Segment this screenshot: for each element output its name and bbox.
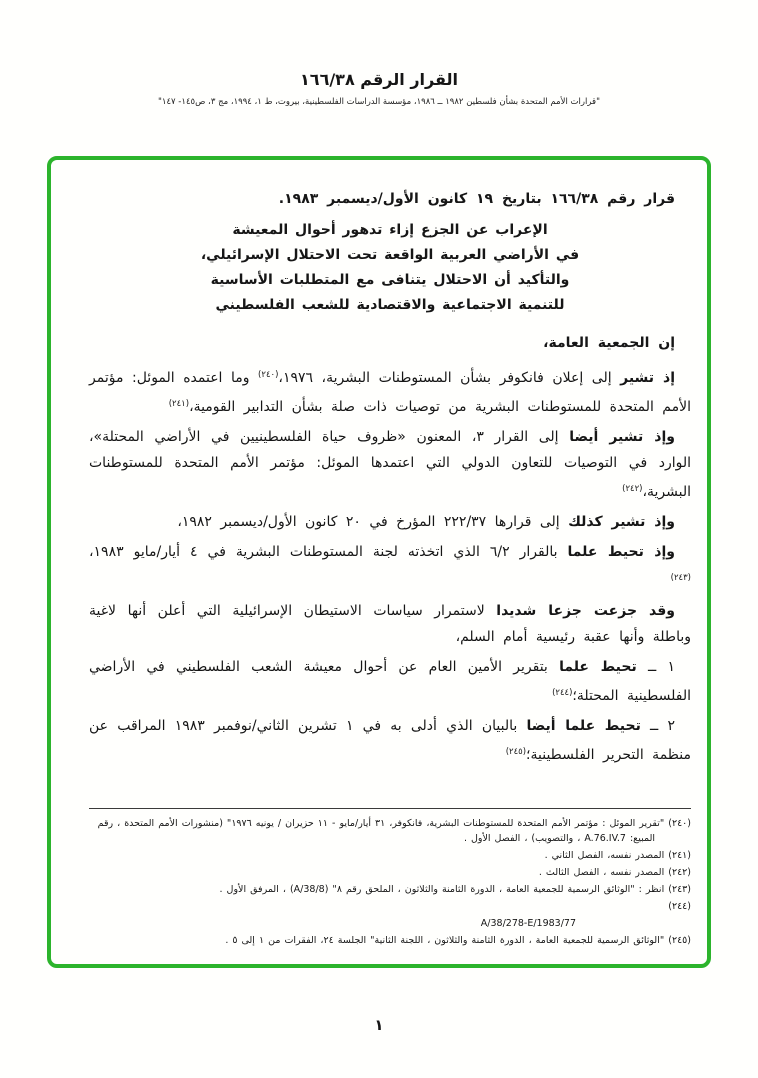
document-header — [0, 70, 758, 107]
page-title: القرار الرقم ١٦٦/٣٨ — [300, 70, 458, 89]
salutation: إن الجمعية العامة، — [543, 335, 675, 351]
footnote-marker: (٢٤٤) — [668, 901, 691, 912]
footnote — [89, 848, 691, 863]
paragraph-lead: وإذ تشير كذلك — [568, 514, 675, 530]
footnote-marker: (٢٤١) — [668, 850, 691, 861]
footnote — [89, 882, 691, 897]
footnote-rule — [89, 808, 691, 809]
footnote-text: "تقرير الموئل : مؤتمر الأمم المتحدة للمستوطنات البشرية، فانكوفر، ٣١ أيار/مايو - ١١ حزيران / يونيه ١٩٧٦" (منشورات الأمم المتحدة ، رقم المبيع: A.76.IV.7 ، والتصويب) ، الفصل الأول . — [97, 818, 665, 844]
paragraph-lead: تحيط علما أيضا — [526, 718, 641, 734]
footnote — [89, 933, 691, 948]
resolution-body — [89, 186, 691, 772]
paragraph-lead: وإذ تشير أيضا — [569, 429, 675, 445]
subject-line: في الأراضي العربية الواقعة تحت الاحتلال الإسرائيلي، — [200, 247, 580, 263]
footnote-marker: (٢٤٠) — [668, 818, 691, 829]
paragraph-text: إلى إعلان فانكوفر بشأن المستوطنات البشرية، ١٩٧٦، — [278, 370, 621, 386]
paragraph-text: بتقرير الأمين العام عن أحوال معيشة الشعب الفلسطيني في الأراضي الفلسطينية المحتلة؛ — [89, 659, 691, 704]
footnotes-section — [89, 808, 691, 950]
footnote-marker: (٢٤٥) — [668, 935, 691, 946]
resolution-paragraph — [89, 362, 691, 420]
paragraph-text: لاستمرار سياسات الاستيطان الإسرائيلية التي أعلن أنها لاغية وباطلة وأنها عقبة رئيسية أمام السلم، — [89, 603, 691, 645]
paragraph-lead: وإذ تحيط علما — [567, 544, 675, 560]
paragraph-text: بالقرار ٦/٢ الذي اتخذته لجنة المستوطنات البشرية في ٤ أيار/مايو ١٩٨٣، — [89, 544, 568, 560]
footnote-ref: (٢٤٠) — [258, 370, 279, 380]
resolution-heading: قرار رقم ١٦٦/٣٨ بتاريخ ١٩ كانون الأول/ديسمبر ١٩٨٣. — [278, 191, 675, 207]
subject-line: للتنمية الاجتماعية والاقتصادية للشعب الفلسطيني — [215, 297, 565, 313]
footnote-marker: (٢٤٣) — [668, 884, 691, 895]
resolution-paragraph — [89, 509, 691, 535]
footnote — [89, 816, 691, 846]
item-number: ٢ ــ — [640, 718, 675, 734]
footnote-text: المصدر نفسه، الفصل الثاني . — [544, 850, 665, 861]
footnote-text: انظر : "الوثائق الرسمية للجمعية العامة ، الدورة الثامنة والثلاثون ، الملحق رقم ٨" (A/38/8) ، المرفق الأول . — [219, 884, 665, 895]
footnote-ref: (٢٤٣) — [670, 573, 691, 583]
footnote-ref: (٢٤٤) — [552, 688, 573, 698]
resolution-paragraph — [89, 598, 691, 650]
paragraph-text: إلى قرارها ٢٢٢/٣٧ المؤرخ في ٢٠ كانون الأول/ديسمبر ١٩٨٢، — [177, 514, 569, 530]
resolution-subject — [89, 218, 691, 318]
footnote-text: المصدر نفسه ، الفصل الثالث . — [538, 867, 665, 878]
paragraph-text: بالبيان الذي أدلى به في ١ تشرين الثاني/نوفمبر ١٩٨٣ المراقب عن منظمة التحرير الفلسطينية؛ — [89, 718, 691, 763]
paragraph-text: وما اعتمده الموئل: مؤتمر الأمم المتحدة للمستوطنات البشرية من توصيات ذات صلة بشأن التدابير القومية، — [89, 370, 691, 415]
footnote-ref: (٢٤٢) — [622, 484, 643, 494]
footnote-document-symbol: A/38/278-E/1983/77 — [480, 918, 576, 929]
footnote — [89, 899, 691, 914]
footnote-ref: (٢٤٥) — [505, 747, 527, 757]
resolution-operative-item — [89, 654, 691, 709]
footnote-text: "الوثائق الرسمية للجمعية العامة ، الدورة الثامنة والثلاثون ، اللجنة الثانية" الجلسة ٢٤، الفقرات من ١ إلى ٥ . — [225, 935, 665, 946]
footnote-ref: (٢٤١) — [168, 399, 190, 409]
footnote — [89, 865, 691, 880]
resolution-box — [47, 156, 711, 968]
subject-line: والتأكيد أن الاحتلال يتنافى مع المتطلبات الأساسية — [210, 272, 570, 288]
subject-line: الإعراب عن الجزع إزاء تدهور أحوال المعيشة — [232, 222, 548, 238]
paragraph-lead: إذ تشير — [620, 370, 675, 386]
page-number: ١ — [374, 1016, 384, 1034]
footnote-marker: (٢٤٢) — [668, 867, 691, 878]
paragraph-lead: تحيط علما — [559, 659, 637, 675]
paragraph-text: إلى القرار ٣، المعنون «ظروف حياة الفلسطينيين في الأراضي المحتلة»، الوارد في التوصيات للتعاون الدولي التي اعتمدها الموئل: مؤتمر الأمم المتحدة للمستوطنات البشرية، — [89, 429, 691, 500]
resolution-paragraph — [89, 424, 691, 505]
source-citation: "قرارات الأمم المتحدة بشأن فلسطين ١٩٨٢ ــ ١٩٨٦، مؤسسة الدراسات الفلسطينية، بيروت، ط ١، ١٩٩٤، مج ٣، ص١٤٥- ١٤٧" — [157, 97, 601, 107]
paragraph-lead: وقد جزعت جزعا شديدا — [496, 603, 675, 619]
resolution-operative-item — [89, 713, 691, 768]
resolution-paragraph — [89, 539, 691, 594]
item-number: ١ ــ — [636, 659, 675, 675]
